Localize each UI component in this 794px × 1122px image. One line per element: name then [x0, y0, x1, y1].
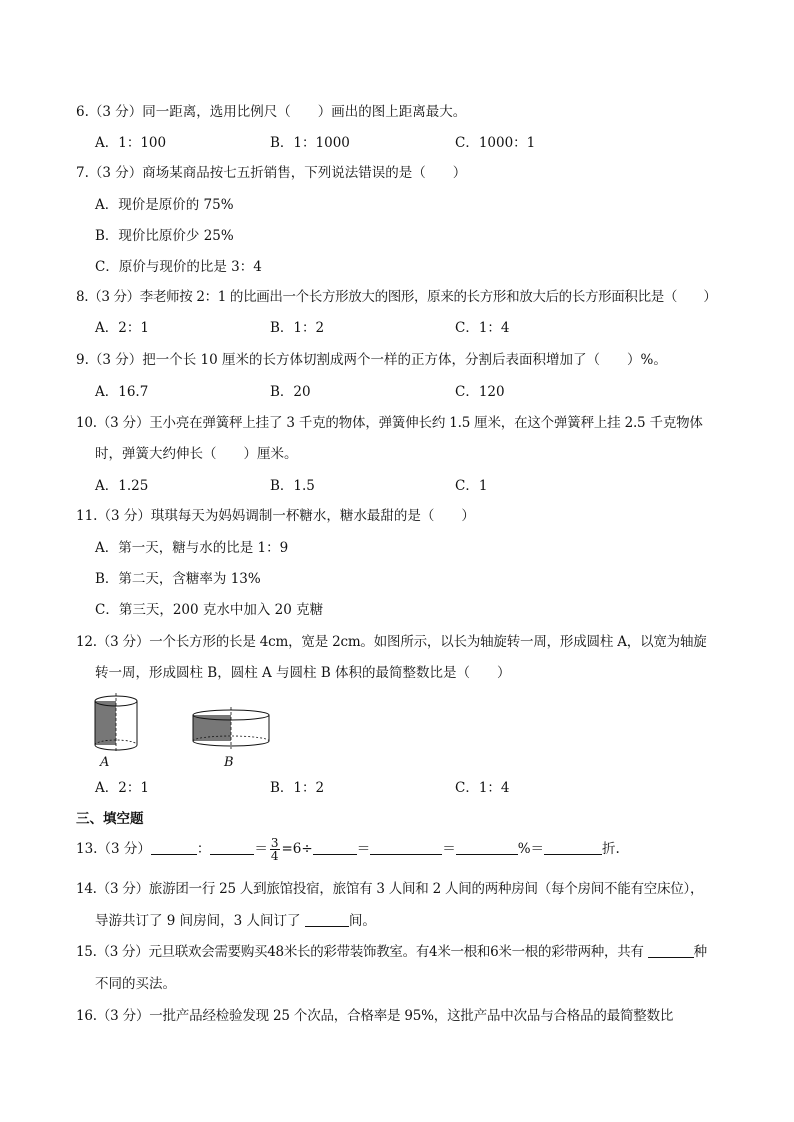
- question-15-text-b: 种: [693, 944, 707, 960]
- fraction-numerator: 3: [270, 836, 279, 850]
- question-13-blank-2[interactable]: [210, 840, 254, 855]
- question-9-stem: 9.（3 分）把一个长 10 厘米的长方体切割成两个一样的正方体，分割后表面积增加了（ ）%。: [76, 352, 667, 368]
- question-11-stem: 11.（3 分）琪琪每天为妈妈调制一杯糖水，糖水最甜的是（ ）: [76, 508, 475, 524]
- question-6-option-b: B．1：1000: [270, 135, 350, 151]
- question-13-blank-6[interactable]: [544, 840, 602, 855]
- question-16-stem: 16.（3 分）一批产品经检验发现 25 个次品，合格率是 95%，这批产品中次品与合格品的最简整数比: [76, 1008, 674, 1024]
- question-13-equals-3: ＝: [442, 841, 456, 857]
- question-7-stem: 7.（3 分）商场某商品按七五折销售，下列说法错误的是（ ）: [76, 165, 467, 181]
- question-12-stem-line2: 转一周，形成圆柱 B，圆柱 A 与圆柱 B 体积的最简整数比是（ ）: [95, 665, 511, 681]
- question-11-option-c: C．第三天，200 克水中加入 20 克糖: [95, 602, 324, 618]
- section-3-heading: 三、填空题: [76, 811, 144, 827]
- question-9-option-a: A．16.7: [95, 384, 149, 400]
- question-7-option-b: B．现价比原价少 25%: [95, 228, 234, 244]
- question-14-stem-line2: [95, 912, 376, 930]
- question-10-option-c: C．1: [455, 478, 488, 494]
- question-14-stem-line1: 14.（3 分）旅游团一行 25 人到旅馆投宿，旅馆有 3 人间和 2 人间的两种房间（每个房间不能有空床位），: [76, 881, 704, 897]
- question-12-stem-line1: 12.（3 分）一个长方形的长是 4cm，宽是 2cm。如图所示，以长为轴旋转一周，形成圆柱 A，以宽为轴旋: [76, 634, 707, 650]
- question-13-blank-4[interactable]: [370, 840, 442, 855]
- question-15-stem-line1: [76, 943, 707, 961]
- question-8-option-a: A．2：1: [95, 320, 149, 336]
- question-13-division: =6÷: [281, 841, 313, 857]
- question-12-option-b: B．1：2: [270, 780, 325, 796]
- question-6-stem: 6.（3 分）同一距离，选用比例尺（ ）画出的图上距离最大。: [76, 104, 467, 120]
- question-9-option-b: B．20: [270, 384, 311, 400]
- question-13-fraction: [270, 837, 280, 862]
- question-14-text-b: 间。: [348, 913, 376, 929]
- question-11-option-b: B．第二天，含糖率为 13%: [95, 571, 261, 587]
- question-13-equals-2: ＝: [356, 841, 371, 857]
- question-8-stem: 8.（3 分）李老师按 2：1 的比画出一个长方形放大的图形，原来的长方形和放大后的长方形面积比是（ ）: [76, 289, 717, 305]
- question-14-text-a: 导游共订了 9 间房间，3 人间订了: [95, 913, 305, 929]
- question-7-option-a: A．现价是原价的 75%: [95, 197, 234, 213]
- cylinder-a-label: A: [100, 755, 110, 770]
- question-6-option-c: C．1000：1: [455, 135, 536, 151]
- question-11-option-a: A．第一天，糖与水的比是 1：9: [95, 540, 289, 556]
- question-13-equals-1: ＝: [254, 841, 268, 857]
- fraction-denominator: 4: [270, 849, 279, 863]
- question-15-stem-line2: 不同的买法。: [95, 976, 176, 992]
- question-12-option-c: C．1：4: [455, 780, 510, 796]
- question-8-option-c: C．1：4: [455, 320, 510, 336]
- question-13: [76, 836, 620, 862]
- question-13-colon: ：: [196, 841, 211, 857]
- question-10-stem-line1: 10.（3 分）王小亮在弹簧秤上挂了 3 千克的物体，弹簧伸长约 1.5 厘米，在这个弹簧秤上挂 2.5 千克物体: [76, 415, 703, 431]
- question-13-blank-5[interactable]: [456, 840, 518, 855]
- question-8-option-b: B．1：2: [270, 320, 325, 336]
- question-13-percent: %＝: [517, 841, 545, 857]
- question-13-blank-3[interactable]: [313, 840, 357, 855]
- question-13-blank-1[interactable]: [151, 840, 197, 855]
- question-12-option-a: A．2：1: [95, 780, 149, 796]
- question-9-option-c: C．120: [455, 384, 505, 400]
- question-15-blank[interactable]: [648, 943, 694, 958]
- cylinder-b-figure: [188, 707, 278, 751]
- question-10-option-b: B．1.5: [270, 478, 315, 494]
- question-13-zhe: 折.: [602, 841, 620, 857]
- cylinder-b-label: B: [224, 755, 234, 770]
- question-14-blank[interactable]: [305, 912, 349, 927]
- question-10-stem-line2: 时，弹簧大约伸长（ ）厘米。: [95, 446, 298, 462]
- cylinder-a-figure: [88, 693, 158, 755]
- question-13-prefix: 13.（3 分）: [76, 841, 151, 857]
- question-6-option-a: A．1：100: [95, 135, 167, 151]
- question-10-option-a: A．1.25: [95, 478, 149, 494]
- question-7-option-c: C．原价与现价的比是 3：4: [95, 259, 262, 275]
- question-15-text-a: 15.（3 分）元旦联欢会需要购买48米长的彩带装饰教室。有4米一根和6米一根的彩带两种，共有: [76, 944, 648, 960]
